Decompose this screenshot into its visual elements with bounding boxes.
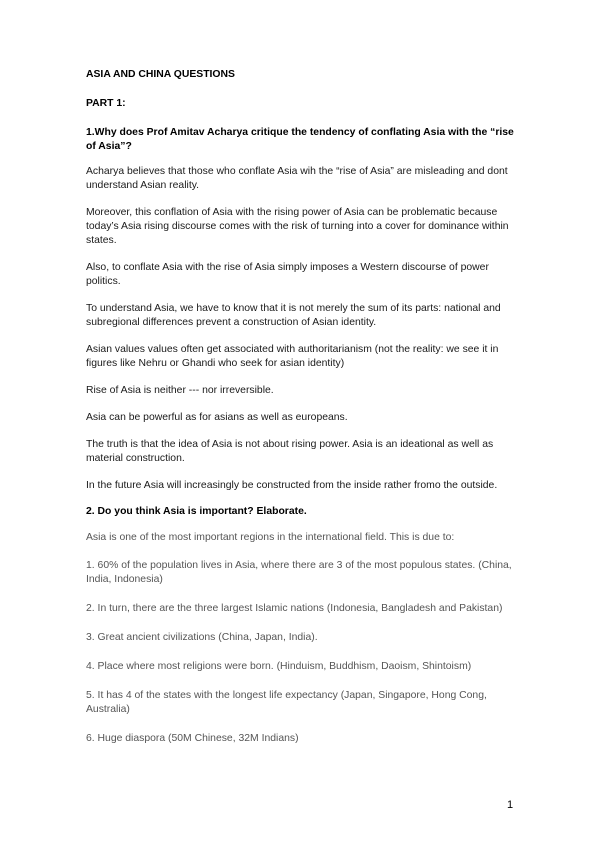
q1-paragraph: In the future Asia will increasingly be constructed from the inside rather fromo the outside. [86, 480, 498, 491]
q1-paragraph: Asian values values often get associated with authoritarianism (not the reality: we see it in figures like Nehru or Ghandi who seek for asian identity) [86, 344, 499, 369]
q2-list-item: 3. Great ancient civilizations (China, Japan, India). [86, 632, 318, 643]
q1-paragraph: To understand Asia, we have to know that it is not merely the sum of its parts: national and subregional differences prevent a construction of Asian identity. [86, 303, 501, 328]
q2-list-item: 1. 60% of the population lives in Asia, where there are 3 of the most populous states. (China, India, Indonesia) [86, 560, 512, 585]
q1-paragraph: Also, to conflate Asia with the rise of Asia simply imposes a Western discourse of power politics. [86, 262, 489, 287]
q2-list-item: 4. Place where most religions were born. (Hinduism, Buddhism, Daoism, Shintoism) [86, 661, 472, 672]
q2-list-item: 6. Huge diaspora (50M Chinese, 32M Indians) [86, 733, 299, 744]
q1-paragraph: The truth is that the idea of Asia is not about rising power. Asia is an ideational as well as material construction. [86, 439, 494, 464]
question-2-heading: 2. Do you think Asia is important? Elaborate. [86, 506, 307, 517]
q2-list-item: 2. In turn, there are the three largest Islamic nations (Indonesia, Bangladesh and Pakistan) [86, 603, 503, 614]
q2-list-item: 5. It has 4 of the states with the longest life expectancy (Japan, Singapore, Hong Cong, Australia) [86, 690, 487, 715]
page-number: 1 [507, 799, 514, 811]
question-1-heading: 1.Why does Prof Amitav Acharya critique the tendency of conflating Asia with the “rise of Asia”? [86, 127, 514, 152]
q1-paragraph: Moreover, this conflation of Asia with the rising power of Asia can be problematic because today’s Asia rising discourse comes with the risk of turning into a cover for dominance within states. [86, 207, 509, 246]
document-title: ASIA AND CHINA QUESTIONS [86, 69, 235, 80]
page-content [86, 68, 516, 759]
q2-intro: Asia is one of the most important regions in the international field. This is due to: [86, 532, 455, 543]
q1-paragraph: Rise of Asia is neither --- nor irreversible. [86, 385, 274, 396]
part-label: PART 1: [86, 98, 126, 109]
q1-paragraph: Acharya believes that those who conflate Asia wih the “rise of Asia” are misleading and dont understand Asian reality. [86, 166, 508, 191]
q1-paragraph: Asia can be powerful as for asians as well as europeans. [86, 412, 348, 423]
